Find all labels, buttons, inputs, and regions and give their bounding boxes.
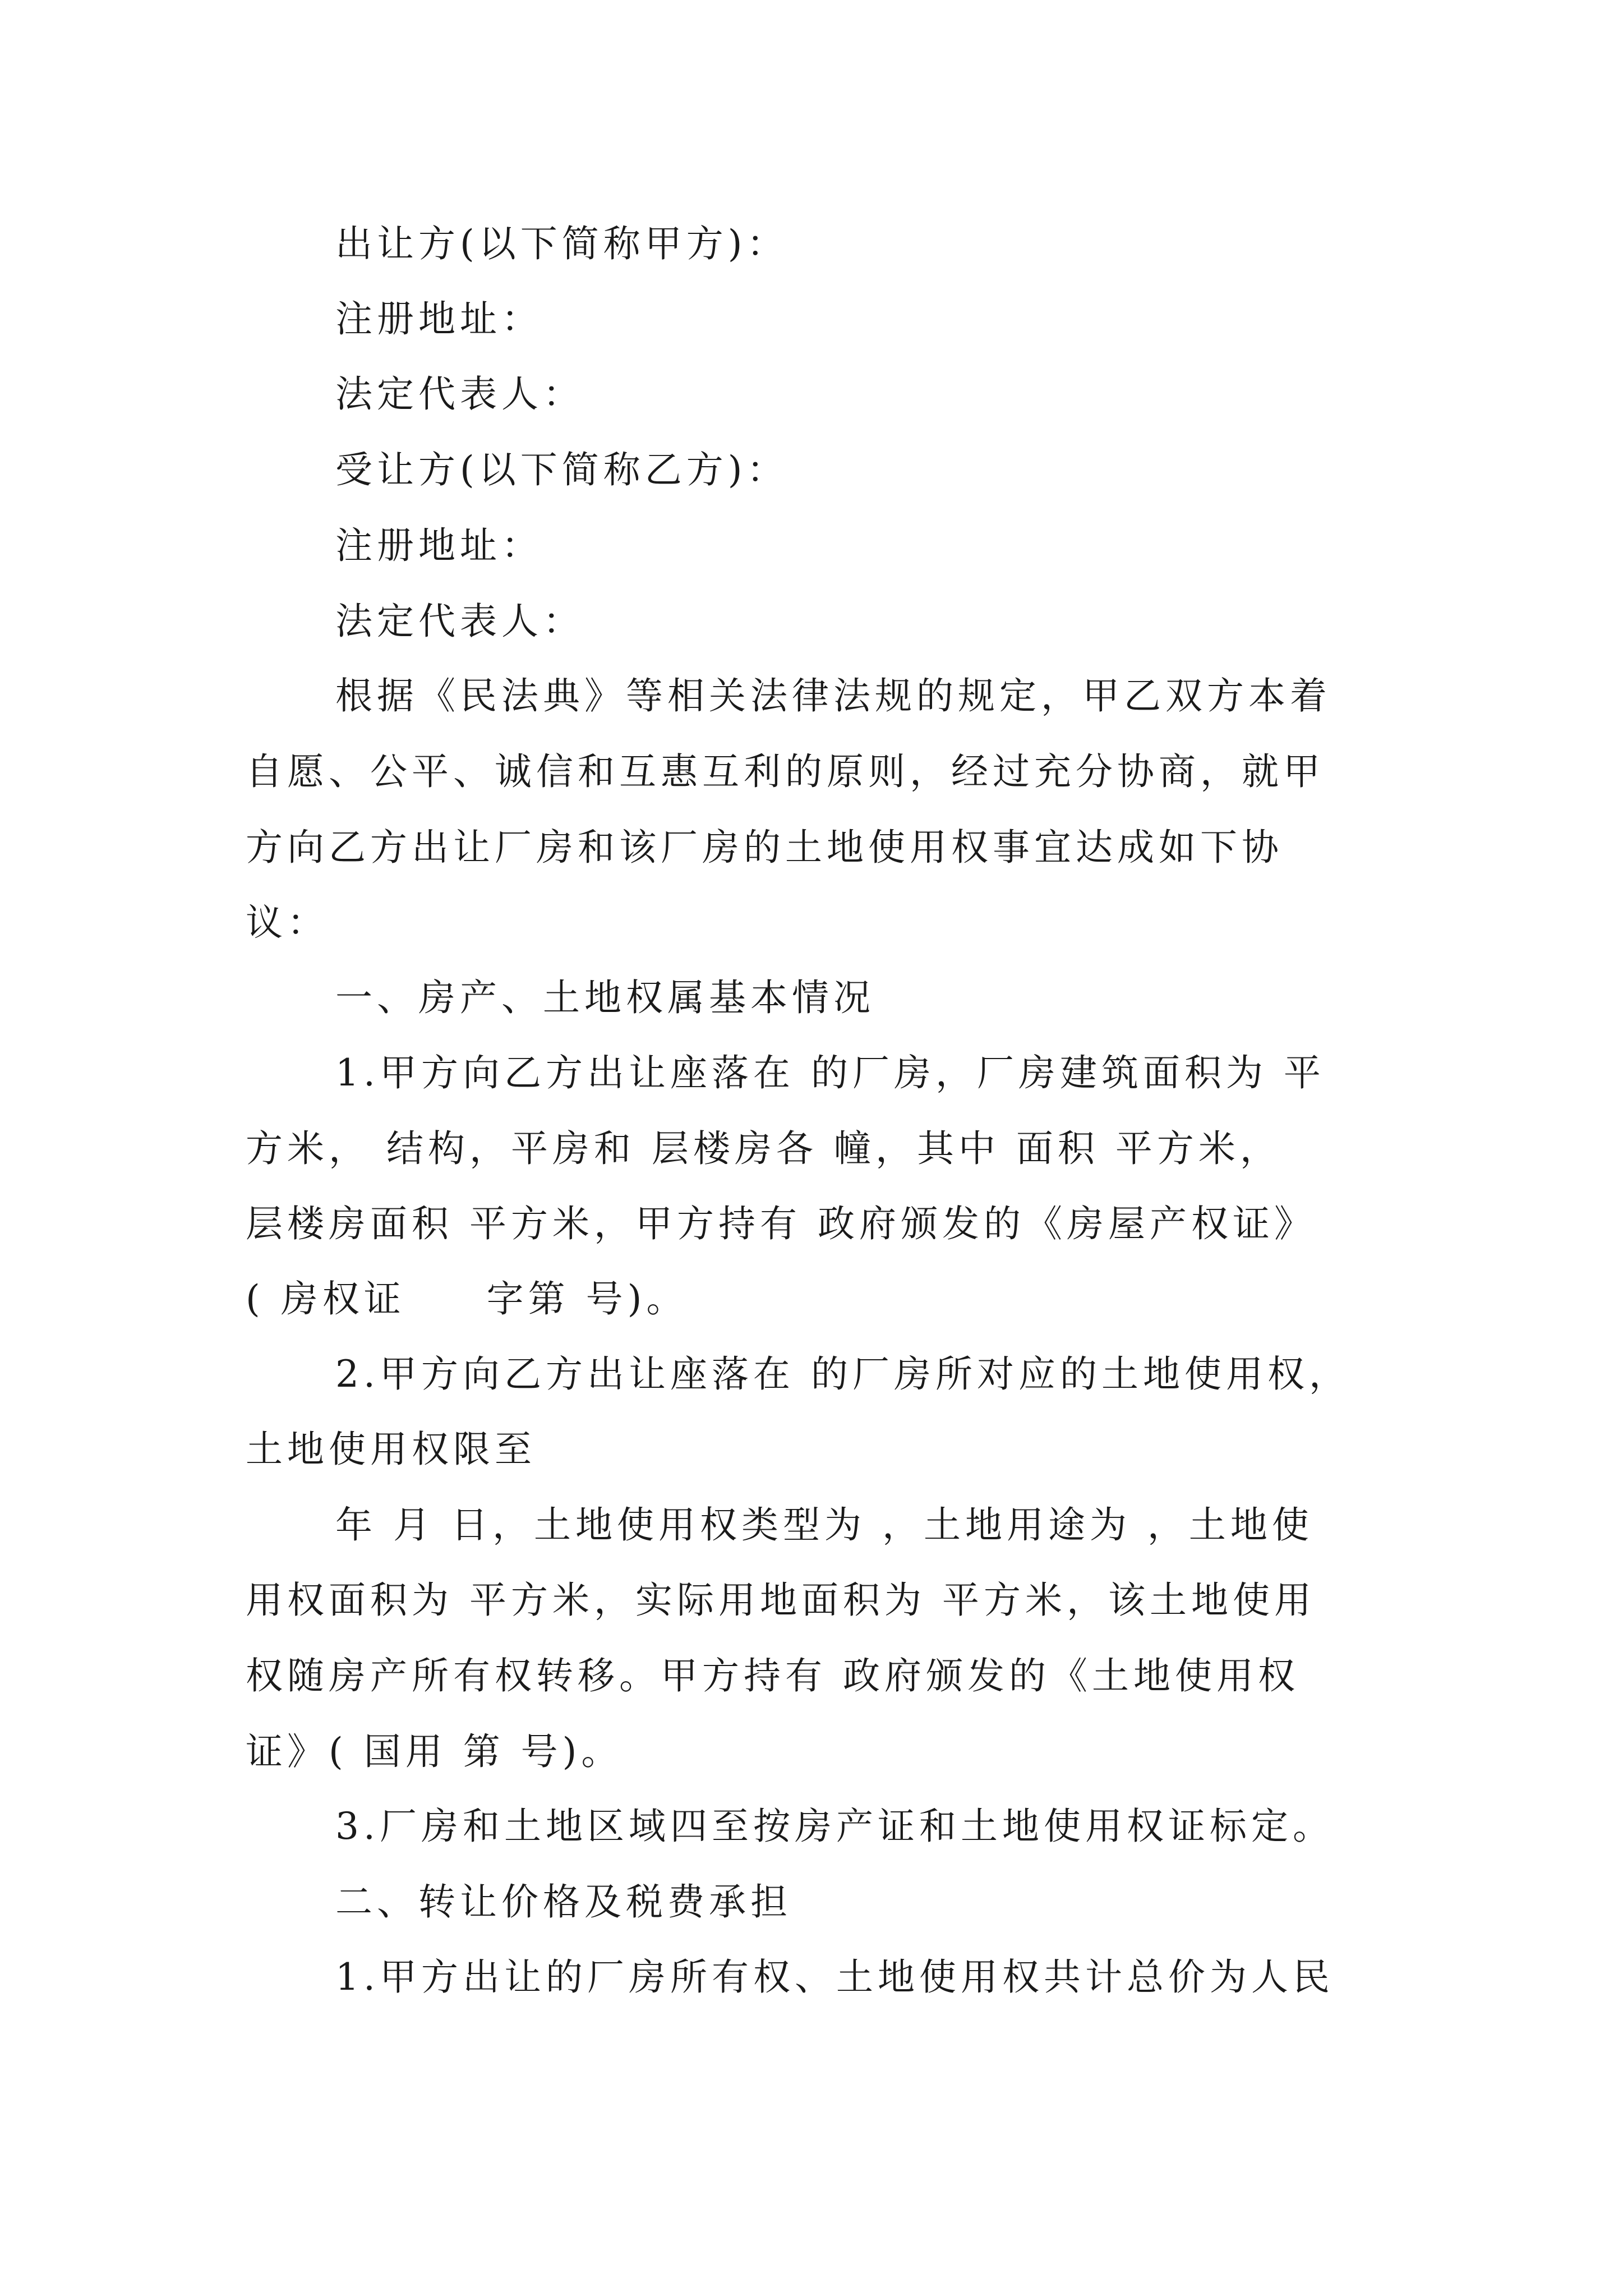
section1-item2-line-2: 土地使用权限至 bbox=[246, 1428, 536, 1471]
section1-item2-line-6: 证》( 国用 第 号)。 bbox=[246, 1730, 623, 1773]
transferor-representative-label: 法定代表人： bbox=[335, 372, 584, 416]
section1-item1-line-3: 层楼房面积 平方米，甲方持有 政府颁发的《房屋产权证》 bbox=[246, 1202, 1316, 1245]
preamble-line-4: 议： bbox=[246, 901, 329, 944]
section2-item1-line-1: 1.甲方出让的厂房所有权、土地使用权共计总价为人民 bbox=[335, 1955, 1334, 1999]
preamble-line-3: 方向乙方出让厂房和该厂房的土地使用权事宜达成如下协 bbox=[246, 826, 1283, 869]
section1-item2-line-4: 用权面积为 平方米，实际用地面积为 平方米，该土地使用 bbox=[246, 1579, 1316, 1622]
section1-heading: 一、房产、土地权属基本情况 bbox=[335, 976, 875, 1019]
transferor-label: 出让方(以下简称甲方)： bbox=[335, 222, 789, 265]
section1-item3: 3.厂房和土地区域四至按房产证和土地使用权证标定。 bbox=[335, 1805, 1334, 1848]
preamble-line-2: 自愿、公平、诚信和互惠互利的原则，经过充分协商，就甲 bbox=[246, 750, 1325, 793]
section2-heading: 二、转让价格及税费承担 bbox=[335, 1880, 792, 1924]
transferor-address-label: 注册地址： bbox=[335, 297, 543, 341]
section1-item1-line-4: ( 房权证 字第 号)。 bbox=[246, 1277, 688, 1320]
section1-item2-line-3: 年 月 日，土地使用权类型为 ，土地用途为 ，土地使 bbox=[335, 1503, 1313, 1547]
section1-item2-line-1: 2.甲方向乙方出让座落在 的厂房所对应的土地使用权， bbox=[335, 1352, 1350, 1396]
section1-item2-line-5: 权随房产所有权转移。甲方持有 政府颁发的《土地使用权 bbox=[246, 1654, 1299, 1697]
section1-item1-line-2: 方米， 结构，平房和 层楼房各 幢，其中 面积 平方米， bbox=[246, 1127, 1281, 1170]
transferee-label: 受让方(以下简称乙方)： bbox=[335, 448, 789, 491]
section1-item1-line-1: 1.甲方向乙方出让座落在 的厂房，厂房建筑面积为 平 bbox=[335, 1051, 1325, 1094]
transferee-representative-label: 法定代表人： bbox=[335, 600, 584, 643]
transferee-address-label: 注册地址： bbox=[335, 524, 543, 567]
preamble-line-1: 根据《民法典》等相关法律法规的规定，甲乙双方本着 bbox=[335, 674, 1331, 717]
